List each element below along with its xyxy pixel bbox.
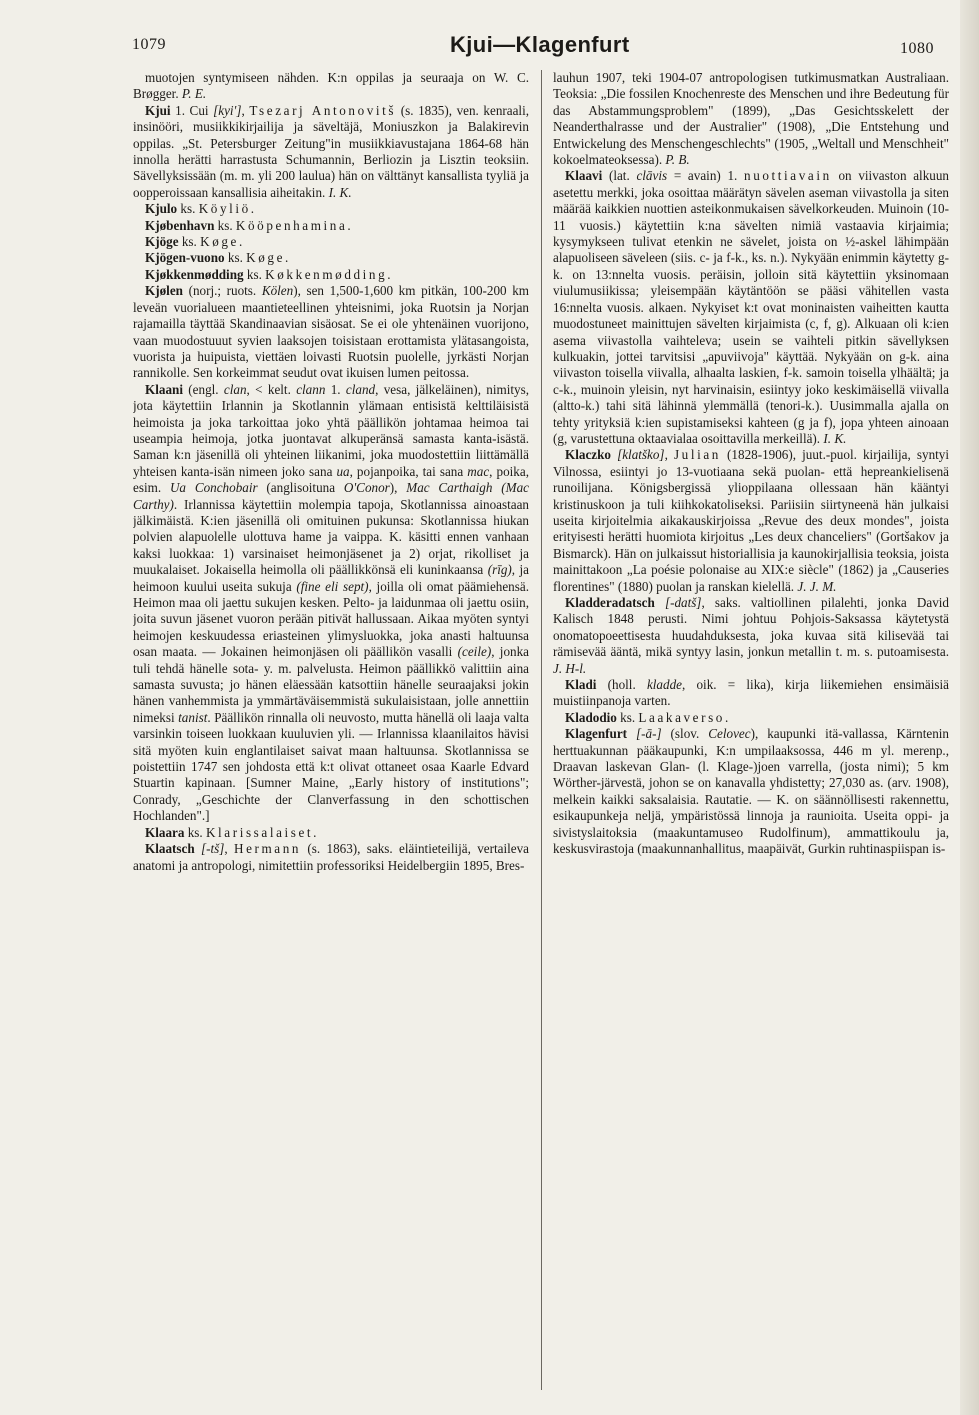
headword: Kladderadatsch [565,595,655,610]
headword: Kjølen [145,283,183,299]
headword: Klaani [145,381,183,397]
entry-kjui: Kjui 1. Cui [kyi'], Tsezarj Antonovitš (s. 1835), ven. kenraali, insinööri, musiikkikirjailija ja säveltäjä, Moniuszkon ja Balakirevin oppilas. „St. Petersburger Zeitung"in musiikkiavustajana 1864-68 hän innolla herätti harrastusta Schumannin, Berliozin ja Lisztin teoksiin. Sävellyksissään (m. m. yli 200 laulua) hän on välttänyt kansallista tyyliä ja oopperoissaan kansallisia aiheitakin. I. K. [133,102,529,200]
headword: Kjøkkenmødding [145,266,244,282]
entry-klaani: Klaani (engl. clan, < kelt. clann 1. cland, vesa, jälkeläinen), nimitys, jota käytettiin Irlannin ja Skotlannin ylämaan entisistä kelttiläisistä heimoista ja joka tarkoittaa joko yhtä päällikön johtamaa heimoa tai useampia heimoja, jotka juontavat alkuperänsä samasta kanta-isästä. Saman k:n jäsenillä oli yhteinen liikanimi, joka muodostettiin liittämällä yhteisen kanta-isän nimeen joko sana ua, pojanpoika, tai sana mac, poika, esim. Ua Conchobair (anglisoituna O'Conor), Mac Carthaigh (Mac Carthy). Irlannissa käytettiin molempia tapoja, Skotlannissa ainoastaan jälkimäistä. K:ien jäsenillä oli omituinen pukunsa: Skotlannissa hiukan polvien alapuolelle ulottuva hame ja vaippa. K. käsitti ennen vanhaan kaksi luokkaa: 1) varsinaiset heimonjäsenet ja 2) orjat, rikolliset ja muukalaiset. Jokaisella heimolla oli päällikkönsä eli kuninkaansa (rīg), ja heimoon kuului useita sukuja (fine eli sept), joilla oli omat päämiehensä. Heimon maa oli jaettu sukujen kesken. Pelto- ja laidunmaa oli jaettu osiin, joita suvun jäsenet vuoron perään pitivät hallussaan. Aikaa myöten syntyi heimojen keskuudessa eriasteinen ylimysluokka, joka anasti haltuunsa osan maata. — Jokainen heimonjäsen oli päällikön vasalli (ceile), jonka tuli tehdä hänelle sota- y. m. palvelusta. Heimon päällikkö valittiin aina samasta suvusta; jo hänen eläessään katsottiin hänelle seuraajaksi jokin hänen vanhemmista ja ymmärtäväisemmistä sukulaisistaan, jolle annettiin nimeksi tanist. Päällikön rinnalla oli neuvosto, mutta hänellä oli laaja valta varsinkin toiseen luokkaan kuuluvien yli. — Irlannissa klaanilaitos hävisi sitä myöten kuin englantilaiset saivat maan haltuunsa. Skotlannissa se poistettiin 1747 sen johdosta että k:t olivat ottaneet osaa Kaarle Edvard Stuartin kapinaan. [Sumner Maine, „Early history of institutions"; Conrady, „Geschichte der Clanverfassung in den schottischen Hochlanden".] [133,381,529,824]
column-divider [541,70,542,1390]
headword: Kjögen-vuono [145,250,225,266]
signature: I. K. [823,430,847,446]
cross-reference: Klarissalaiset. [205,824,320,840]
headword: Kjøbenhavn [145,217,215,233]
cross-reference: Køge. [246,250,291,266]
entry-klagenfurt: Klagenfurt [-ā-] (slov. Celovec), kaupunki itä-vallassa, Kärntenin herttuakunnan pääkaupunki, K:n umpilaaksossa, 446 m yl. merenp., Draavan laskevan Glan- (l. Klage-)joen varrella, (josta nimi); 5 km Wörther-järvestä, johon se on kanavalla yhdistetty; 27,030 as. (arv. 1908), melkein kaikki saksalaisia. Rautatie. — K. on säännöllisesti rakennettu, esikaupunkeja neljä, ympäristössä linnoja ja raunioita. Useita oppi- ja sivistyslaitoksia (maakuntamuseo Rudolfinum), ammattikoulu ja, keskusvirastoja (maakunnanhallitus, maapäivät, Gurkin ruhtinaspiispan is- [553,726,949,857]
running-head: Kjui—Klagenfurt [450,32,630,57]
headword: Klaavi [565,168,603,184]
entry-kjoge: Kjöge ks. Køge. [145,234,245,250]
cross-reference: Kööpenhamina. [235,217,354,233]
signature: P. E. [181,86,207,102]
headword: Klagenfurt [565,726,628,742]
entry-klaczko: Klaczko [klatško], Julian (1828-1906), juut.-puol. kirjailija, syntyi Vilnossa, esiintyi jo 13-vuotiaana sekä puolan- että hepreankielisenä runoilijana. Königsbergissä ylioppilaana ollessaan hän kääntyi kristinuskoon ja tuli kiihkokatoliseksi. Pariisiin siirtyneenä hän julkaisi useita kirjoitelmia aikakauskirjoissa „Revue des deux mondes", joista erityisesti herätti huomiota kirjoitus „Les deux chanceliers" (Gortšakov ja Bismarck). Hän on julkaissut historiallisia ja kaunokirjallisia teoksia, joista mainittakoon „La poésie polonaise au XIX:e siècle" (1862) ja „Causeries florentines" (1880) puolan ja ranskan kielellä. J. J. M. [553,447,949,594]
entry-continuation: lauhun 1907, teki 1904-07 antropologisen tutkimusmatkan Australiaan. Teoksia: „Die fossilen Knochenreste des Menschen und ihre Bedeutung für das Abstammungsproblem" (1899), „Das Gesichtsskelett der Neanderthalrasse und der Australier" (1908), „Die Entstehung und Entwickelung des Menschengeschlechts" (1905, „Weltall und Menschheit" kokoelmateoksessa). P. B. [553,70,949,168]
headword: Kjui [145,102,171,118]
headword: Klaczko [565,447,611,463]
signature: J. J. M. [797,578,837,594]
signature: I. K. [328,184,352,200]
entry-kladodio: Kladodio ks. Laakaverso. [565,709,731,725]
entry-kladderadatsch: Kladderadatsch [-datš], saks. valtiollinen pilalehti, jonka David Kalisch 1848 perusti. Nimi johtuu Pohjois-Saksassa käytetystä onomatopoeettisesta huudahduksesta, joka kuvaa sitä kilisevää tai rämisevää ääntä, mikä syntyy lasin, jonkun metallin t. m. s. putoamisesta. J. H-l. [553,595,949,676]
headword: Kjulo [145,201,178,217]
left-column [133,70,529,1400]
entry-klaavi: Klaavi (lat. clāvis = avain) 1. nuottiavain on viivaston alkuun asetettu merkki, joka osoittaa määrätyn sävelen aseman viivastolla ja siten määrää kaikkien nuottien asteikonmukaisen sävelkorkeuden. Muinoin (10-11 vuosis.) käytettiin k:na sävelten nimiä vastaavia kirjaimia; kysymykseen tulivat etenkin ne sävelet, joista on ½-askel lähimpään alapuoliseen säveleen (siis. c- ja f-k., ks. n.). Nykyään enimmin käytetty g-k. on 13:nnelta vuosis. peräisin, jolloin sitä käytettiin yksinomaan viulumusiikissa; yleisempään käytäntöön se pääsi vähitellen vasta 16:nnelta vuosis. alkaen. Nykyiset k:t ovat moninaisten vaiheitten kautta muodostuneet mainittujen sävelten kirjaimista (c, f, g). Alkuaan oli k:ien asema viivastolla vaihteleva; usein se vaihteli pitkin sävellyksen kulkuakin, jottei tarvitsisi „apuviivoja" käyttää. Nykyään on g-k. aina viivaston toisella viivalla, alhaalta laskien, f-k. samoin toisella ylhäältä; ja c-k., muinoin yleisin, nyt harvinaisin, esiintyy joko keskimäisellä viivalla (altto-k.) tahi sitä lähinnä ylemmällä (tenori-k.). Uusimmalla ajalla on tehty yrityksiä k:ien supistamiseksi kahteen (g ja f), jopa yhteen ainoaan (g, varustettuna oktaavialaa osoittavilla merkeillä). I. K. [553,168,949,446]
entry-klaatsch: Klaatsch [-tš], Hermann (s. 1863), saks. eläintieteilijä, vertaileva anatomi ja antropologi, nimitettiin professoriksi Heidelbergiin 1895, Bres- [133,841,529,873]
entry-kjolen: Kjølen (norj.; ruots. Kölen), sen 1,500-1,600 km pitkän, 100-200 km leveän vuorialueen maantieteellinen yhteisnimi, joka Ruotsin ja Norjan rajamailla täyttää Skandinaavian sisäosat. Se ei ole yhtenäinen vuorijono, vaan muodostuuut syvien laaksojen toisistaan erottamista ylätasangoista, vuorista ja huipuista, viettäen loivasti Ruotsin puolelle, jyrkästi Norjan rannikolle. Sen korkeimmat seudut ovat ikuisen lumen peitossa. [133,283,529,381]
cross-reference: Köyliö. [198,201,257,217]
entry-continuation: muotojen syntymiseen nähden. K:n oppilas ja seuraaja on W. C. Brøgger. P. E. [133,70,529,102]
entry-klaara: Klaara ks. Klarissalaiset. [145,824,320,840]
entry-kjobenhavn: Kjøbenhavn ks. Kööpenhamina. [145,217,354,233]
headword: Kladodio [565,709,617,725]
page-edge [960,0,979,1415]
cross-reference: Køkkenmødding. [265,266,394,282]
headword: Kjöge [145,234,179,250]
headword: Klaatsch [145,841,195,857]
entry-kladi: Kladi (holl. kladde, oik. = lika), kirja liikemiehen ensimäisiä muistiinpanoja varten. [553,677,949,709]
cross-reference: Køge. [200,234,245,250]
signature: J. H-l. [553,660,587,676]
right-column [553,70,949,1400]
entry-kjogen-vuono: Kjögen-vuono ks. Køge. [145,250,291,266]
cross-reference: Laakaverso. [638,709,731,725]
page-number-left: 1079 [132,36,166,53]
headword: Kladi [565,677,597,693]
signature: P. B. [665,152,690,168]
headword: Klaara [145,824,185,840]
entry-kjokkenmodding: Kjøkkenmødding ks. Køkkenmødding. [145,266,394,282]
page-number-right: 1080 [900,40,934,57]
entry-kjulo: Kjulo ks. Köyliö. [145,201,257,217]
